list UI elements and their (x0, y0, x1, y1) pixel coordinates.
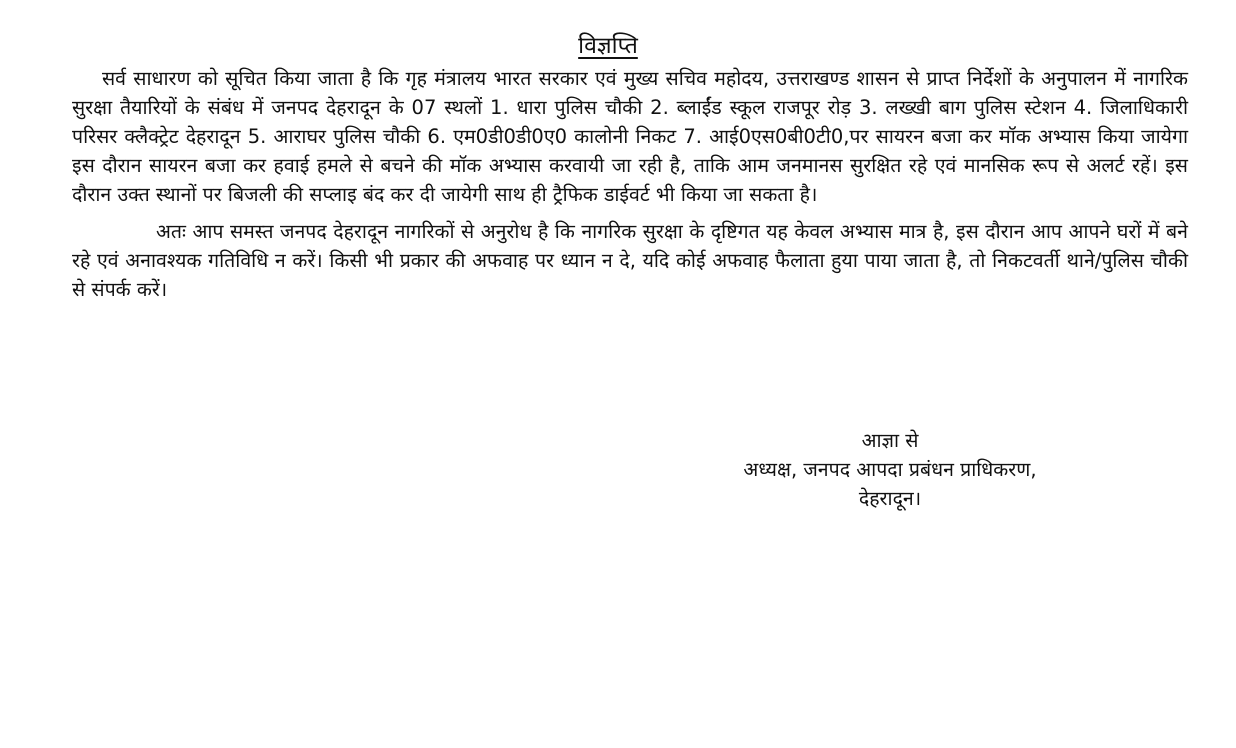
notice-body (72, 64, 1188, 304)
notice-paragraph-2: अतः आप समस्त जनपद देहरादून नागरिकों से अनुरोध है कि नागरिक सुरक्षा के दृष्टिगत यह केवल अभ्यास मात्र है, इस दौरान आप आपने घरों में बने रहे एवं अनावश्यक गतिविधि न करें। किसी भी प्रकार की अफवाह पर ध्यान न दे, यदि कोई अफवाह फैलाता हुया पाया जाता है, तो निकटवर्ती थाने/पुलिस चौकी से संपर्क करें। (72, 220, 1188, 301)
signature-place: देहरादून। (858, 487, 922, 510)
notice-paragraph-1: सर्व साधारण को सूचित किया जाता है कि गृह मंत्रालय भारत सरकार एवं मुख्य सचिव महोदय, उत्तराखण्ड शासन से प्राप्त निर्देशों के अनुपालन में नागरिक सुरक्षा तैयारियों के संबंध में जनपद देहरादून के 07 स्थलों 1. धारा पुलिस चौकी 2. ब्लाईंड स्कूल राजपूर रोड़ 3. लख्खी बाग पुलिस स्टेशन 4. जिलाधिकारी परिसर क्लैक्ट्रेट देहरादून 5. आराघर पुलिस चौकी 6. एम0डी0डी0ए0 कालोनी निकट 7. आई0एस0बी0टी0,पर सायरन बजा कर मॉक अभ्यास किया जायेगा इस दौरान सायरन बजा कर हवाई हमले से बचने की मॉक अभ्यास करवायी जा रही है, ताकि आम जनमानस सुरक्षित रहे एवं मानसिक रूप से अलर्ट रहें। इस दौरान उक्त स्थानों पर बिजली की सप्लाइ बंद कर दी जायेगी साथ ही ट्रैफिक डाईवर्ट भी किया जा सकता है। (72, 67, 1188, 206)
signature-block (700, 426, 1080, 513)
signature-designation: अध्यक्ष, जनपद आपदा प्रबंधन प्राधिकरण, (743, 458, 1037, 481)
signature-by-order: आज्ञा से (861, 429, 919, 452)
notice-title: विज्ञप्ति (578, 33, 638, 59)
